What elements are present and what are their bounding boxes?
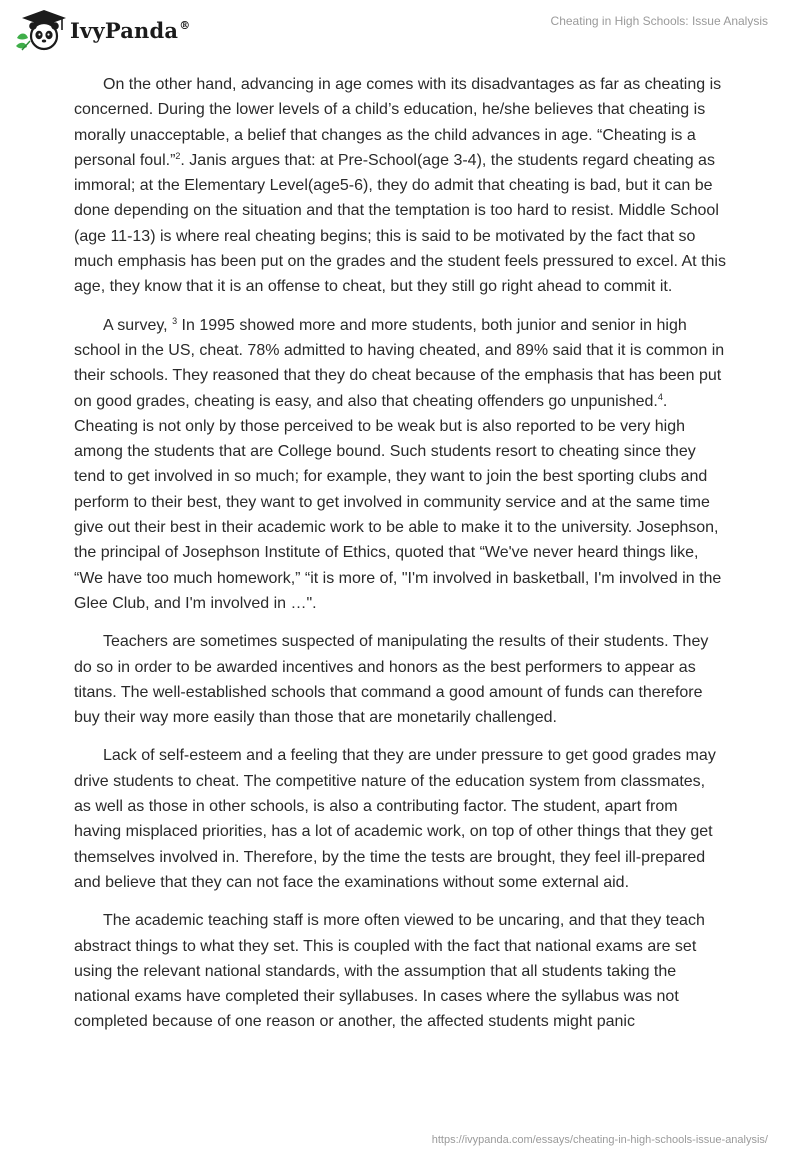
panda-graduate-logo-icon: [14, 8, 66, 52]
footnote-ref-3[interactable]: 3: [172, 315, 178, 326]
paragraph-2-text-c: . Cheating is not only by those perceived to be weak but is also reported to be very high among the students that are College bound. Such students resort to cheating since they tend to get involved in so much; for example, they want to join the best sporting clubs and perform to their best, they want to get involved in community service and at the same time give out their best in their academic work to be able to make it to the university. Josephson, the principal of Josephson Institute of Ethics, quoted that “We've never heard things like, “We have too much homework,” “it is more of, "I'm involved in basketball, I'm involved in the Glee Club, and I'm involved in …".: [74, 392, 722, 612]
paragraph-4: Lack of self-esteem and a feeling that they are under pressure to get good grades may drive students to cheat. The competitive nature of the education system from classmates, as well as those in other schools, is also a contributing factor. The student, apart from having misplaced priorities, has a lot of academic work, on top of other things that they get themselves involved in. Therefore, by the time the tests are brought, they feel ill-prepared and believe that they can not face the examinations without some external aid.: [74, 747, 716, 891]
paragraph-2: [74, 313, 726, 617]
footnote-ref-4[interactable]: 4: [657, 391, 663, 402]
footnote-ref-2[interactable]: 2: [175, 150, 181, 161]
paragraph-2-text-b: In 1995 showed more and more students, both junior and senior in high school in the US, cheat. 78% admitted to having cheated, and 89% said that it is common in their schools. They reasoned that they do cheat because of the emphasis that has been put on good grades, cheating is easy, and also that cheating offenders go unpunished.: [74, 316, 725, 410]
paragraph-5: The academic teaching staff is more often viewed to be uncaring, and that they teach abstract things to what they set. This is coupled with the fact that national exams are set using the relevant national standards, with the assumption that all students taking the national exams have completed their syllabuses. In cases where the syllabus was not completed because of one reason or another, the affected students might panic: [74, 912, 705, 1031]
paragraph-1: [74, 72, 726, 300]
essay-body: [74, 72, 726, 1048]
brand-name: IvyPanda®: [70, 17, 191, 43]
paragraph-1-text-a: On the other hand, advancing in age comes with its disadvantages as far as cheating is concerned. During the lower levels of a child’s education, he/she believes that cheating is morally unacceptable, a belief that changes as the child advances in age. “Cheating is a personal foul.”: [74, 76, 722, 169]
paragraph-2-text-a: A survey,: [103, 316, 173, 334]
source-url[interactable]: https://ivypanda.com/essays/cheating-in-high-schools-issue-analysis/: [431, 1134, 768, 1146]
page-header: [0, 0, 800, 60]
ivypanda-logo[interactable]: [14, 8, 190, 52]
registered-mark: ®: [179, 18, 191, 32]
document-title: Cheating in High Schools: Issue Analysis: [550, 14, 768, 28]
paragraph-3: Teachers are sometimes suspected of manipulating the results of their students. They do so in order to be awarded incentives and honors as the best performers to appear as titans. The well-established schools that command a good amount of funds can therefore buy their way more easily than those that are monetarily challenged.: [74, 633, 709, 727]
paragraph-1-text-b: . Janis argues that: at Pre-School(age 3-4), the students regard cheating as immoral; at the Elementary Level(age5-6), they do admit that cheating is bad, but it can be done depending on the situation and that the temptation is too hard to resist. Middle School (age 11-13) is where real cheating begins; this is said to be motivated by the fact that so much emphasis has been put on the grades and the student feels pressured to excel. At this age, they know that it is an offense to cheat, but they still go right ahead to commit it.: [74, 151, 726, 296]
